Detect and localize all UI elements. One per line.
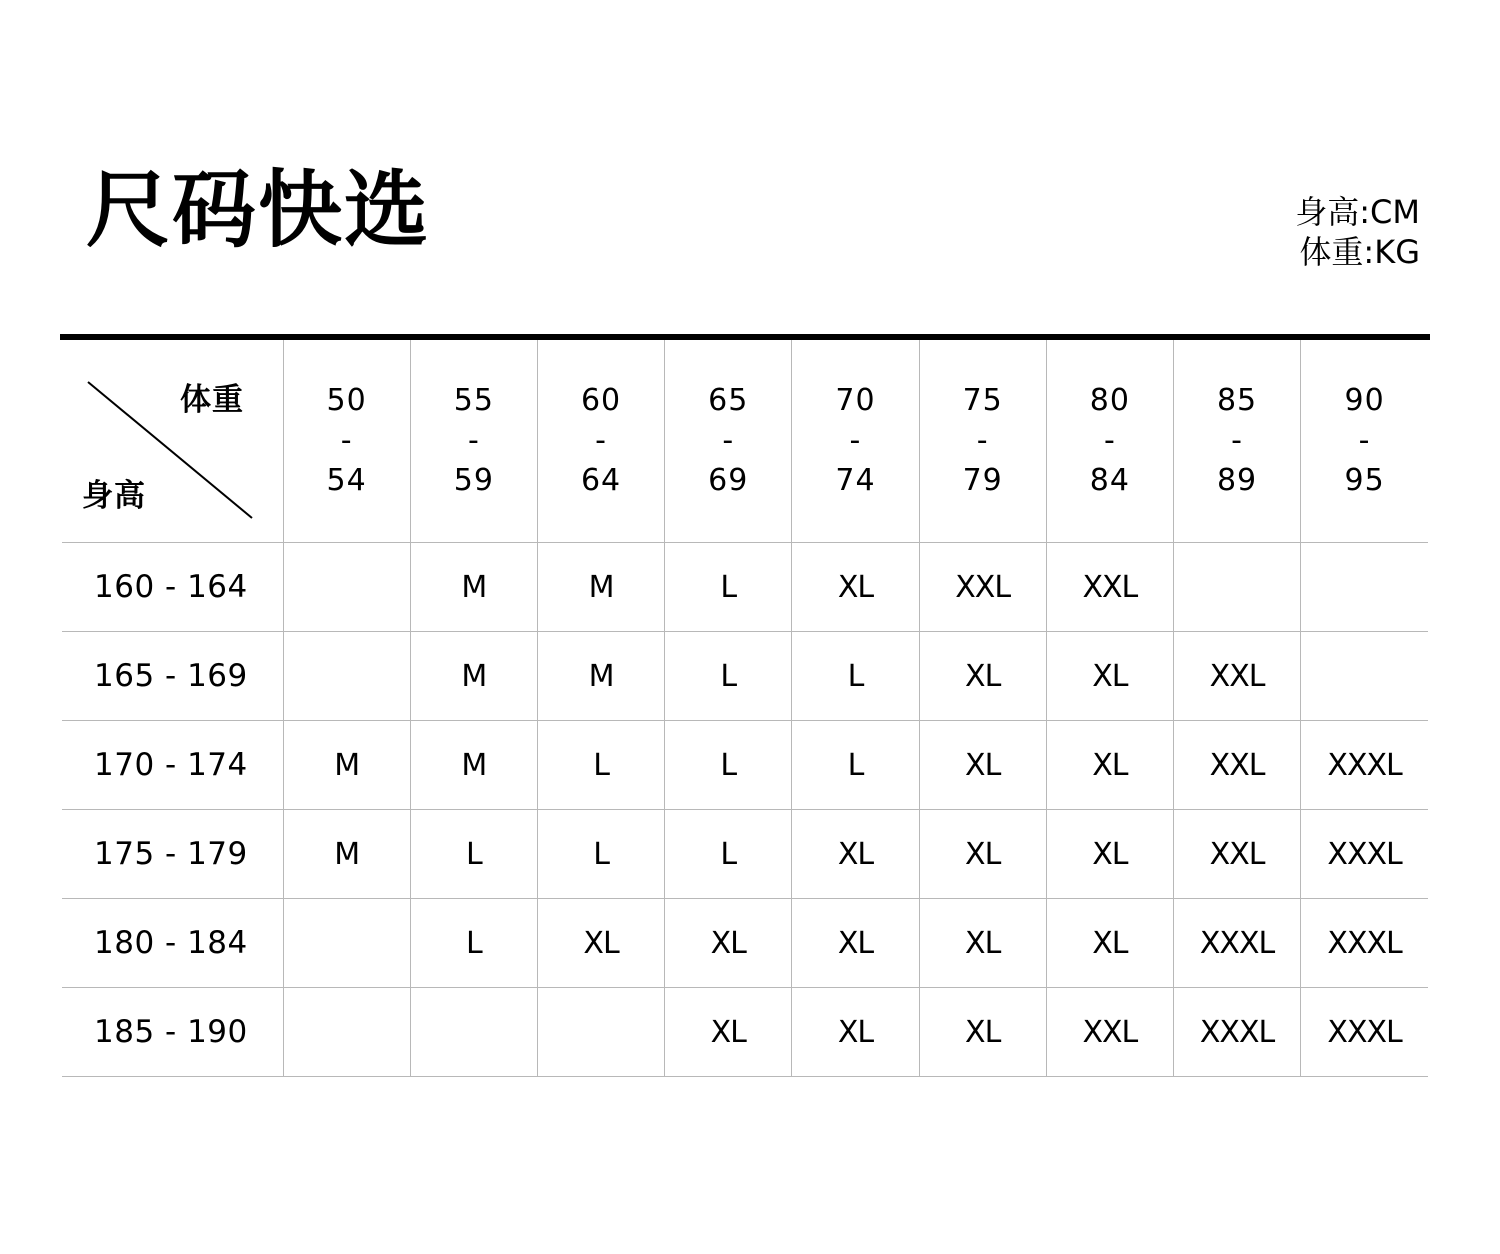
weight-axis-label: 体重 [180, 382, 244, 418]
weight-range-header [537, 340, 664, 543]
weight-range-high: 79 [962, 463, 1003, 498]
weight-range-low: 50 [326, 383, 367, 418]
size-cell: XL [792, 899, 919, 988]
size-cell: XL [792, 543, 919, 632]
weight-range-header [410, 340, 537, 543]
weight-range-high: 59 [453, 463, 494, 498]
weight-range-high: 84 [1089, 463, 1130, 498]
size-cell: XL [919, 988, 1046, 1077]
size-cell: XXL [1173, 721, 1300, 810]
size-cell: XL [792, 988, 919, 1077]
size-cell: L [665, 721, 792, 810]
size-cell: XL [1046, 721, 1173, 810]
weight-range-header [1046, 340, 1173, 543]
size-cell: L [792, 632, 919, 721]
table-row [62, 988, 1428, 1077]
height-unit: 身高:CM [1295, 193, 1420, 231]
size-cell: L [665, 810, 792, 899]
size-cell: L [537, 810, 664, 899]
table-row [62, 899, 1428, 988]
size-cell: L [410, 899, 537, 988]
height-range-label: 160 - 164 [62, 543, 283, 632]
size-cell: M [410, 632, 537, 721]
weight-unit: 体重:KG [1299, 233, 1420, 271]
size-cell: XL [919, 810, 1046, 899]
weight-range-header [283, 340, 410, 543]
table-row [62, 632, 1428, 721]
size-cell: L [665, 632, 792, 721]
weight-range-header [919, 340, 1046, 543]
size-cell: L [410, 810, 537, 899]
weight-range-sep: - [1231, 423, 1243, 458]
size-cell: M [410, 543, 537, 632]
weight-range-sep: - [340, 423, 353, 458]
weight-range-low: 75 [962, 383, 1003, 418]
size-cell: XXL [1173, 632, 1300, 721]
size-cell: XXL [1046, 988, 1173, 1077]
weight-range-sep: - [1103, 423, 1116, 458]
table-row [62, 543, 1428, 632]
size-cell: XL [1046, 899, 1173, 988]
size-cell [283, 632, 410, 721]
weight-range-header [792, 340, 919, 543]
height-range-label: 180 - 184 [62, 899, 283, 988]
size-cell: XXXL [1301, 721, 1428, 810]
size-cell: L [792, 721, 919, 810]
size-cell [410, 988, 537, 1077]
size-cell: L [665, 543, 792, 632]
weight-range-high: 64 [580, 463, 622, 498]
size-cell [1173, 543, 1300, 632]
size-cell: XXL [1173, 810, 1300, 899]
size-cell: XL [1046, 632, 1173, 721]
size-cell: M [283, 810, 410, 899]
header-row [62, 340, 1428, 543]
weight-range-header [665, 340, 792, 543]
corner-header-cell [62, 340, 283, 543]
weight-range-low: 90 [1344, 383, 1385, 418]
size-cell: XXXL [1301, 988, 1428, 1077]
height-range-label: 185 - 190 [62, 988, 283, 1077]
height-axis-label: 身高 [82, 478, 146, 514]
weight-range-low: 60 [580, 383, 622, 418]
weight-range-high: 69 [708, 463, 749, 498]
size-cell: M [537, 543, 664, 632]
page-title: 尺码快选 [86, 161, 431, 259]
size-cell: M [410, 721, 537, 810]
table-row [62, 721, 1428, 810]
weight-range-low: 85 [1216, 383, 1258, 418]
size-cell: XL [792, 810, 919, 899]
size-cell: M [283, 721, 410, 810]
weight-range-high: 74 [835, 463, 876, 498]
height-range-label: 175 - 179 [62, 810, 283, 899]
weight-range-high: 95 [1344, 463, 1385, 498]
size-cell [283, 899, 410, 988]
size-cell [1301, 543, 1428, 632]
size-cell: XXXL [1301, 810, 1428, 899]
size-cell: XL [919, 721, 1046, 810]
weight-range-low: 65 [708, 383, 749, 418]
weight-range-low: 70 [835, 383, 876, 418]
weight-range-sep: - [722, 423, 735, 458]
size-cell: XXL [1046, 543, 1173, 632]
size-cell: M [537, 632, 664, 721]
size-cell: XXL [919, 543, 1046, 632]
weight-range-header [1301, 340, 1428, 543]
weight-range-sep: - [595, 423, 607, 458]
size-cell: XL [537, 899, 664, 988]
size-cell: XL [665, 988, 792, 1077]
size-cell [537, 988, 664, 1077]
size-cell: XXXL [1173, 899, 1300, 988]
weight-range-sep: - [849, 423, 862, 458]
size-cell: XL [1046, 810, 1173, 899]
size-cell: XXXL [1173, 988, 1300, 1077]
weight-range-sep: - [976, 423, 989, 458]
height-range-label: 170 - 174 [62, 721, 283, 810]
size-cell: L [537, 721, 664, 810]
weight-range-low: 55 [453, 383, 494, 418]
size-cell: XXXL [1301, 899, 1428, 988]
weight-range-header [1173, 340, 1300, 543]
units-legend [1295, 192, 1420, 272]
height-range-label: 165 - 169 [62, 632, 283, 721]
size-cell: XL [665, 899, 792, 988]
size-cell [283, 543, 410, 632]
size-cell [1301, 632, 1428, 721]
table-row [62, 810, 1428, 899]
weight-range-sep: - [467, 423, 480, 458]
size-cell: XL [919, 632, 1046, 721]
weight-range-high: 54 [326, 463, 367, 498]
weight-range-sep: - [1358, 423, 1371, 458]
table-body [62, 543, 1428, 1077]
weight-range-high: 89 [1216, 463, 1258, 498]
size-cell [283, 988, 410, 1077]
weight-range-low: 80 [1089, 383, 1130, 418]
size-chart-table [62, 340, 1428, 1077]
size-cell: XL [919, 899, 1046, 988]
